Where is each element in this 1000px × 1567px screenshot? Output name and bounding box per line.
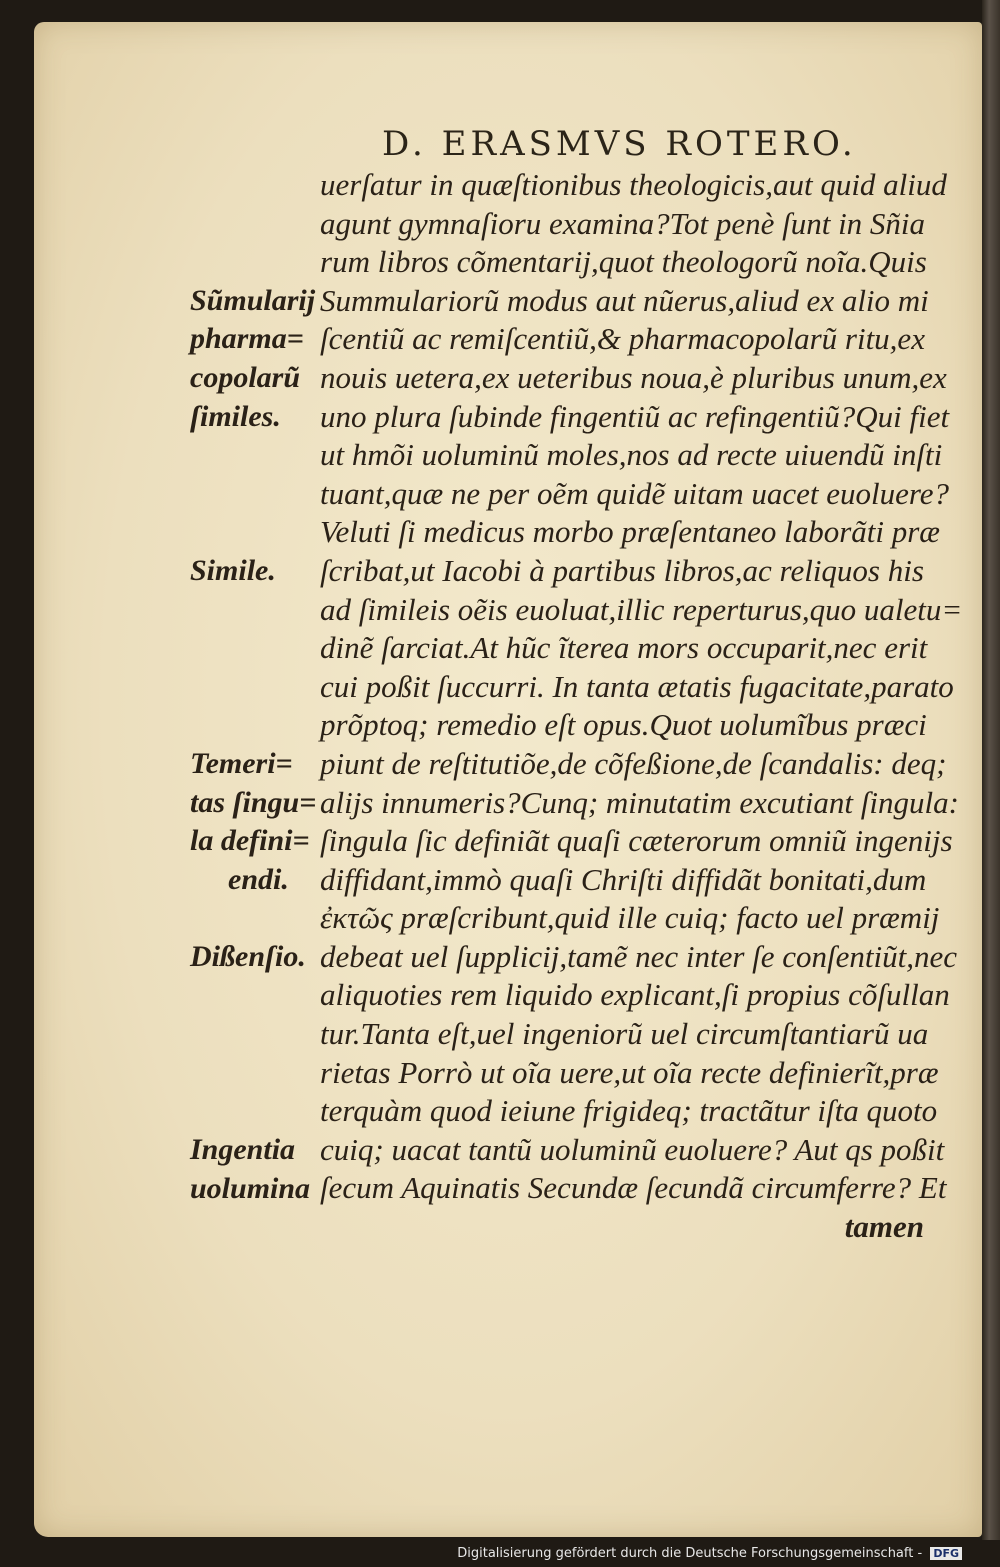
catchword: tamen [844,1209,924,1245]
margin-note: Dißenſio. [190,940,306,973]
text-line: terquàm quod ieiune frigideq; tractãtur iſta quoto [320,1093,938,1129]
text-line: ſcentiũ ac remiſcentiũ,& pharmacopolarũ ritu,ex [320,321,925,357]
text-line: ſingula ſic definiãt quaſi cæterorum omniũ ingenijs [320,823,953,859]
margin-note: pharma= [190,322,304,356]
text-line: Veluti ſi medicus morbo præſentaneo laborãti præ [320,514,940,550]
margin-note: tas ſingu= [190,785,317,819]
text-line: ſecum Aquinatis Secundæ ſecundã circumferre? Et [320,1170,947,1206]
credit-text: Digitalisierung gefördert durch die Deutsche Forschungsgemeinschaft - [457,1546,923,1561]
margin-note: Simile. [190,554,276,587]
text-line: rum libros cõmentarij,quot theologorũ noĩa.Quis [320,244,927,280]
text-line: nouis uetera,ex ueteribus noua,è pluribus unum,ex [320,359,947,395]
text-line: uerſatur in quæſtionibus theologicis,aut quid aliud [320,167,947,202]
dfg-logo: DFG [930,1547,962,1560]
body-text [320,166,963,1247]
text-line: uno plura ſubinde fingentiũ ac refingentiũ?Qui fiet [320,398,950,434]
margin-note: uolumina [190,1171,311,1205]
text-line: debeat uel ſupplicij,tamẽ nec inter ſe conſentiũt,nec [320,938,958,974]
running-head: D. ERASMVS ROTERO. [382,124,857,164]
text-line: ut hmõi uoluminũ moles,nos ad recte uiuendũ inſti [320,437,943,473]
text-line: prõptoq; remedio eſt opus.Quot uolumĩbus præci [320,707,927,743]
margin-note: Sũmularij [190,283,316,317]
text-line: ad ſimileis oẽis euoluat,illic reperturus,quo ualetu= [320,591,963,627]
text-line: diffidant,immò quaſi Chriſti diffidãt bonitati,dum [320,861,927,897]
text-line: agunt gymnaſioru examina?Tot penè ſunt in Sñia [320,205,926,241]
text-line: cuiq; uacat tantũ uoluminũ euoluere? Aut qs poßit [320,1131,945,1167]
text-line: alijs innumeris?Cunq; minutatim excutiant ſingula: [320,784,959,820]
text-line: Summulariorũ modus aut nũerus,aliud ex alio mi [320,282,929,318]
text-line: rietas Porrò ut oĩa uere,ut oĩa recte definierĩt,præ [320,1054,939,1090]
text-line: ἐκτῶς præſcribunt,quid ille cuiq; facto uel præmij [320,900,940,936]
digitization-credit [457,1546,962,1561]
text-line: dinẽ ſarciat.At hũc ĩterea mors occuparit,nec erit [320,630,928,666]
margin-note: Ingentia [190,1133,296,1166]
margin-note: la defini= [190,824,310,858]
margin-note: Temeri= [190,747,293,780]
text-line: ſcribat,ut Iacobi à partibus libros,ac reliquos his [320,552,924,588]
margin-note: copolarũ [190,361,301,394]
text-line: tuant,quæ ne per oẽm quidẽ uitam uacet euoluere? [320,475,950,511]
text-line: tur.Tanta eſt,uel ingeniorũ uel circumſtantiarũ ua [320,1016,929,1052]
margin-note: endi. [228,862,289,896]
book-spine [982,0,1000,1540]
margin-note: ſimiles. [190,399,281,433]
text-line: cui poßit ſuccurri. In tanta ætatis fugacitate,parato [320,668,954,704]
text-line: piunt de reſtitutiõe,de cõfeßione,de ſcandalis: deq; [320,745,947,781]
text-line: aliquoties rem liquido explicant,ſi propius cõſullan [320,977,950,1013]
